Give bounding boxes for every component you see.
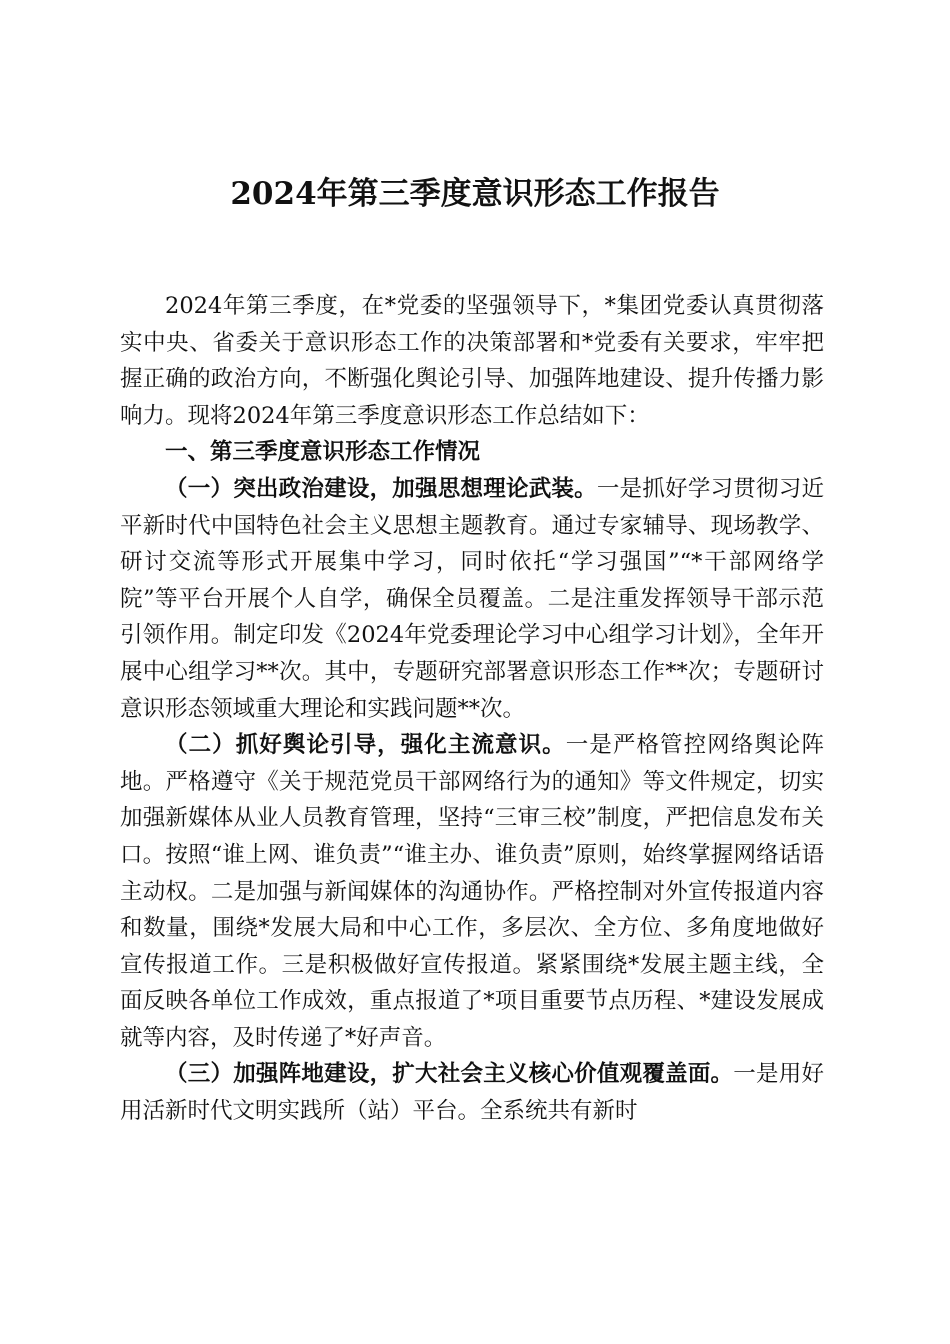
paragraph-text-2: 一是严格管控网络舆论阵地。严格遵守《关于规范党员干部网络行为的通知》等文件规定，切实加强新媒体从业人员教育管理，坚持“三审三校”制度，严把信息发布关口。按照“谁上网、谁负责”“谁主办、谁负责”原则，始终掌握网络话语主动权。二是加强与新闻媒体的沟通协作。严格控制对外宣传报道内容和数量，围绕*发展大局和中心工作，多层次、全方位、多角度地做好宣传报道工作。三是积极做好宣传报道。紧紧围绕*发展主题主线，全面反映各单位工作成效，重点报道了*项目重要节点历程、*建设发展成就等内容，及时传递了*好声音。 bbox=[120, 732, 824, 1051]
paragraph-item-2 bbox=[120, 727, 824, 1056]
document-body bbox=[120, 288, 824, 1130]
paragraph-item-3 bbox=[120, 1056, 824, 1129]
paragraph-text-1: 一是抓好学习贯彻习近平新时代中国特色社会主义思想主题教育。通过专家辅导、现场教学、研讨交流等形式开展集中学习，同时依托“学习强国”“*干部网络学院”等平台开展个人自学，确保全员覆盖。二是注重发挥领导干部示范引领作用。制定印发《2024年党委理论学习中心组学习计划》，全年开展中心组学习**次。其中，专题研究部署意识形态工作**次；专题研讨意识形态领域重大理论和实践问题**次。 bbox=[120, 475, 824, 722]
section-heading: 一、第三季度意识形态工作情况 bbox=[165, 439, 481, 466]
paragraph-lead-3: （三）加强阵地建设，扩大社会主义核心价值观覆盖面。 bbox=[165, 1061, 734, 1088]
document-title: 2024年第三季度意识形态工作报告 bbox=[230, 176, 720, 212]
paragraph-text-3: 一是用好用活新时代文明实践所（站）平台。全系统共有新时 bbox=[120, 1061, 824, 1125]
paragraph-lead-1: （一）突出政治建设，加强思想理论武装。 bbox=[165, 475, 597, 502]
paragraph-item-1 bbox=[120, 471, 824, 727]
intro-paragraph: 2024年第三季度，在*党委的坚强领导下，*集团党委认真贯彻落实中央、省委关于意识形态工作的决策部署和*党委有关要求，牢牢把握正确的政治方向，不断强化舆论引导、加强阵地建设、提升传播力影响力。现将2024年第三季度意识形态工作总结如下： bbox=[120, 293, 824, 429]
paragraph-lead-2: （二）抓好舆论引导，强化主流意识。 bbox=[165, 732, 566, 759]
